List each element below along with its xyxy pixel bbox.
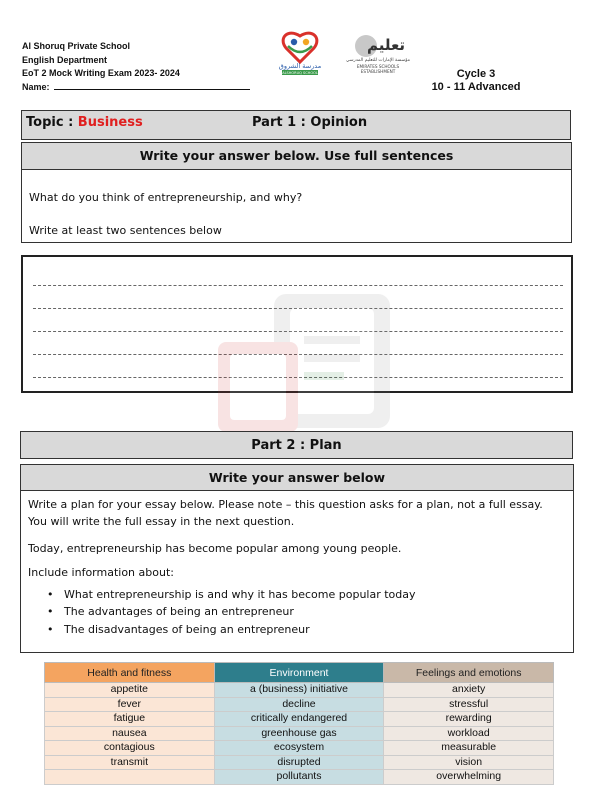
cycle-label: Cycle 3 [456, 68, 496, 80]
table-cell: nausea [45, 726, 215, 741]
table-cell: workload [384, 726, 554, 741]
table-header-row [45, 663, 554, 683]
answer-line[interactable] [33, 377, 563, 378]
answer-line[interactable] [33, 354, 563, 355]
cycle-info [426, 68, 526, 94]
table-cell [45, 770, 215, 785]
part2-question-box: Write your answer below Write a plan for your essay below. Please note – this question asks for a plan, not a full essay. You will write the full essay in the next question. Today, entrepreneurship has become popular among young people. Include information about: • What entrepreneurship is and why it has become popular today • The advantages of being an entrepreneur • The disadvantages of being an entrepreneur [20, 464, 574, 653]
bullet-icon: • [47, 623, 54, 636]
answer-line[interactable] [33, 285, 563, 286]
column-header: Health and fitness [45, 663, 215, 683]
table-row [45, 697, 554, 712]
school-header [22, 40, 250, 94]
taleem-arabic: تعليم [366, 36, 406, 54]
school-logo-text: مدرسة الشروق [278, 62, 322, 70]
taleem-sub-english-2: ESTABLISHMENT [360, 69, 396, 74]
table-cell: disrupted [214, 755, 384, 770]
table-row [45, 712, 554, 727]
column-header: Feelings and emotions [384, 663, 554, 683]
part2-task-line-2: You will write the full essay in the next question. [28, 515, 295, 528]
taleem-sub-english-1: EMIRATES SCHOOLS [356, 64, 400, 69]
school-logo-sub: ALSHORUQ SCHOOL [282, 71, 318, 75]
vocabulary-table [44, 662, 554, 785]
part1-question-box [21, 142, 572, 243]
column-header: Environment [214, 663, 384, 683]
part1-question: What do you think of entrepreneurship, and why? [29, 191, 303, 204]
table-cell: decline [214, 697, 384, 712]
alshoruq-school-logo [274, 28, 326, 76]
part1-requirement: Write at least two sentences below [29, 224, 222, 237]
answer-line[interactable] [33, 308, 563, 309]
topic-bar [21, 110, 571, 140]
bullet-icon: • [47, 588, 54, 601]
table-row [45, 755, 554, 770]
table-cell: contagious [45, 741, 215, 756]
topic-label: Topic : Business [26, 115, 143, 130]
topic-value: Business [77, 115, 143, 130]
school-name: Al Shoruq Private School [22, 41, 131, 51]
table-cell: transmit [45, 755, 215, 770]
answer-line[interactable] [33, 331, 563, 332]
part2-instruction: Write your answer below [21, 465, 573, 491]
part2-include-label: Include information about: [28, 566, 174, 579]
name-field[interactable] [22, 81, 250, 95]
part1-instruction: Write your answer below. Use full sentences [22, 143, 571, 170]
table-cell: anxiety [384, 683, 554, 698]
table-row [45, 683, 554, 698]
name-label: Name: [22, 81, 50, 92]
part1-answer-area[interactable] [21, 255, 573, 393]
part1-title: Part 1 : Opinion [252, 115, 368, 130]
table-row [45, 741, 554, 756]
table-cell: ecosystem [214, 741, 384, 756]
emirates-schools-logo [346, 28, 410, 78]
table-cell: appetite [45, 683, 215, 698]
table-cell: pollutants [214, 770, 384, 785]
table-cell: critically endangered [214, 712, 384, 727]
exam-title: EoT 2 Mock Writing Exam 2023- 2024 [22, 68, 180, 78]
bullet-icon: • [47, 605, 54, 618]
table-row [45, 726, 554, 741]
part2-prompt: Today, entrepreneurship has become popular among young people. [28, 542, 402, 555]
part2-title: Part 2 : Plan [20, 431, 573, 459]
name-blank-line[interactable] [54, 81, 250, 90]
taleem-sub-arabic: مؤسسة الإمارات للتعليم المدرسي [346, 58, 410, 63]
table-cell: fever [45, 697, 215, 712]
table-cell: rewarding [384, 712, 554, 727]
table-cell: overwhelming [384, 770, 554, 785]
level-label: 10 - 11 Advanced [431, 81, 521, 93]
department-name: English Department [22, 54, 108, 65]
table-cell: greenhouse gas [214, 726, 384, 741]
table-cell: measurable [384, 741, 554, 756]
table-row [45, 770, 554, 785]
table-cell: vision [384, 755, 554, 770]
table-cell: stressful [384, 697, 554, 712]
table-cell: fatigue [45, 712, 215, 727]
table-cell: a (business) initiative [214, 683, 384, 698]
part2-task-line-1: Write a plan for your essay below. Please note – this question asks for a plan, not a full essay. [28, 498, 543, 511]
